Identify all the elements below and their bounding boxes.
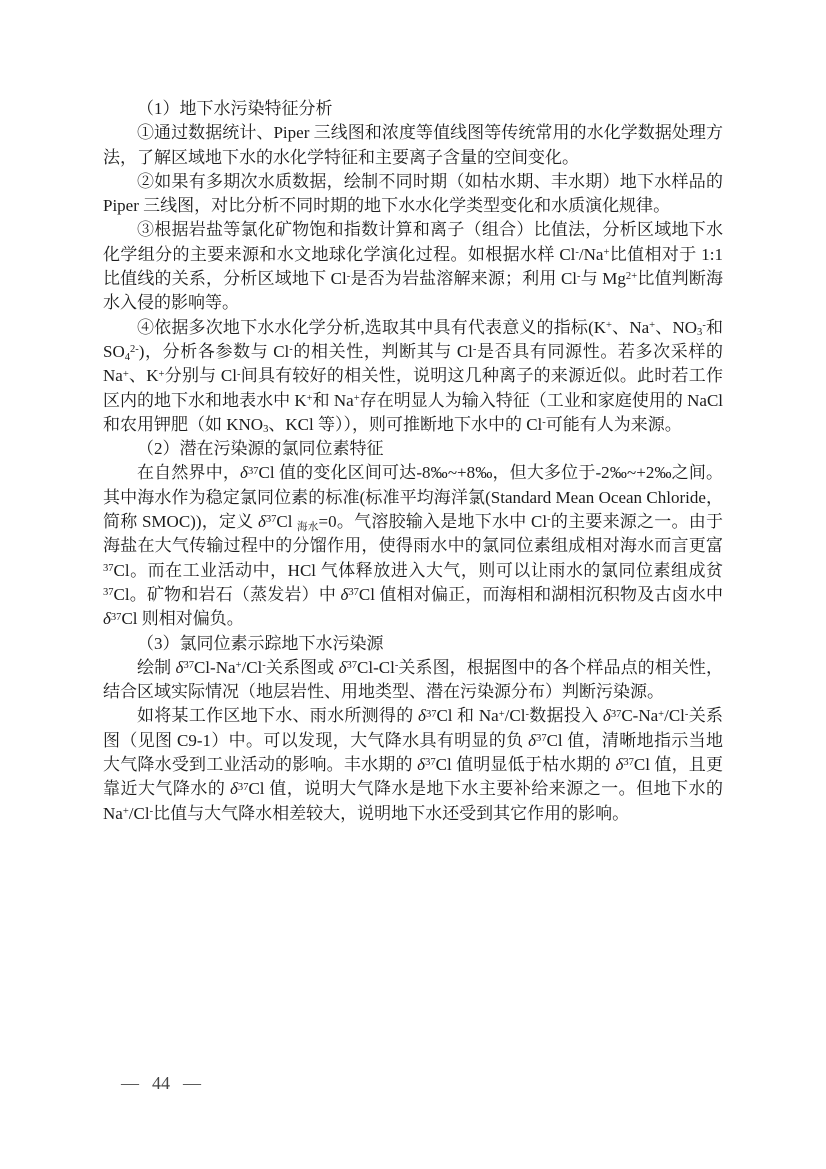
page-footer [121, 1072, 201, 1094]
text-segment: 是否为岩盐溶解来源；利用 Cl [350, 269, 578, 289]
text-segment: 37 [348, 587, 359, 599]
text-segment: 的主要来源之一。由于海盐在大气传输过程中的分馏作用，使得雨水中的氯同位素组成相对海水而言更富 [103, 512, 724, 556]
text-segment: 分别与 Cl [164, 366, 237, 386]
text-segment: + [606, 319, 612, 331]
text-segment: - [262, 660, 266, 672]
text-segment: + [122, 368, 129, 380]
text-segment: 37 [346, 660, 358, 672]
text-segment: - [149, 805, 154, 817]
text-segment: （2）潜在污染源的氯同位素特征 [137, 439, 384, 459]
text-segment: Cl 值明显低于枯水期的 [435, 755, 616, 775]
text-segment: 37 [610, 708, 622, 720]
text-segment: δ [230, 779, 238, 799]
text-segment: - [547, 514, 551, 526]
text-segment: Cl 值，清晰地指示当地大气降水受到工业活动的影响。丰水期的 [103, 730, 724, 775]
text-segment: 3 [263, 424, 269, 436]
text-segment: ③根据岩盐等氯化矿物饱和指数计算和离子（组合）比值法，分析区域地下水化学组分的主要来源和水文地球化学演化过程。如根据水样 Cl [103, 220, 723, 264]
text-segment: 与 Mg [580, 269, 626, 289]
text-segment: /Cl [504, 706, 526, 726]
text-segment: 37 [265, 514, 277, 526]
text-segment: δ [602, 706, 611, 726]
text-segment: 37 [536, 732, 547, 744]
text-segment: 如将某工作区地下水、雨水所测得的 [137, 706, 419, 726]
text-segment: )，分析各参数与 Cl [138, 341, 290, 361]
text-segment: Cl 值的变化区间可达-8‰~+8‰，但大多位于-2‰~+2‰之间。其中海水作为稳定氯同位素的标准(标准平均海洋氯(Standard Mean Ocean Chloride，简称 SMOC))，定义 [103, 463, 724, 532]
footer-dash-left: — [121, 1073, 139, 1093]
text-segment: + [306, 392, 313, 404]
text-segment: - [577, 271, 581, 283]
text-segment: δ [103, 609, 111, 629]
text-segment: （3）氯同位素示踪地下水污染源 [137, 633, 384, 653]
text-segment: - [289, 344, 293, 356]
text-segment: + [122, 805, 129, 817]
text-segment: 3 [697, 327, 703, 339]
text-segment: C-Na [621, 706, 659, 726]
text-segment: 37 [103, 562, 114, 574]
text-segment: 和 SO [103, 317, 724, 361]
text-segment: 比值与大气降水相差较大，说明地下水还受到其它作用的影响。 [153, 803, 630, 823]
document-body [103, 97, 723, 826]
text-segment: 和 Na [312, 390, 354, 410]
text-segment: - [394, 660, 399, 672]
text-segment: 37 [110, 611, 122, 623]
text-segment: + [603, 247, 610, 259]
text-segment: 间具有较好的相关性，说明这几种离子的来源近似。此时若工作区内的地下水和地表水中 K [103, 366, 724, 410]
text-segment: 37 [425, 708, 437, 720]
text-segment: - [525, 708, 529, 720]
text-segment: /Na [578, 244, 604, 264]
text-segment: ②如果有多期次水质数据，绘制不同时期（如枯水期、丰水期）地下水样品的 Piper 三线图，对比分析不同时期的地下水水化学类型变化和水质演化规律。 [103, 171, 723, 216]
text-segment: ④依据多次地下水水化学分析,选取其中具有代表意义的指标(K [137, 317, 607, 337]
text-segment: /Cl [241, 657, 263, 677]
text-segment: 37 [103, 587, 114, 599]
text-segment: 比值相对于 1:1 比值线的关系，分析区域地下 Cl [103, 244, 723, 289]
text-segment: Cl-Na [193, 657, 236, 677]
text-segment: - [575, 247, 579, 259]
text-segment: Cl 则相对偏负。 [121, 609, 244, 629]
para-1-1 [103, 121, 723, 170]
text-segment: 绘制 [137, 657, 176, 677]
text-segment: （1）地下水污染特征分析 [137, 99, 333, 118]
text-segment: Cl 值，说明大气降水是地下水主要补给来源之一。但地下水的 Na [103, 779, 723, 823]
text-segment: 可能有人为来源。 [545, 414, 682, 434]
text-segment: 2- [130, 344, 139, 356]
footer-dash-right: — [183, 1073, 201, 1093]
text-segment: 数据投入 [528, 706, 603, 726]
text-segment: 关系图或 [265, 657, 339, 677]
text-segment: δ [338, 657, 347, 677]
text-segment: + [649, 319, 656, 331]
text-segment: 海水 [296, 521, 319, 533]
text-segment: 比值判断海水入侵的影响等。 [103, 269, 724, 313]
section-3-heading [103, 632, 723, 656]
text-segment: - [684, 708, 689, 720]
text-segment: /Cl [664, 706, 685, 726]
text-segment: 关系图，根据图中的各个样品点的相关性，结合区域实际情况（地层岩性、用地类型、潜在污染源分布）判断污染源。 [103, 657, 724, 702]
para-1-2 [103, 170, 723, 219]
text-segment: - [346, 271, 351, 283]
text-segment: 2+ [625, 271, 638, 283]
text-segment: Cl 和 Na [436, 706, 499, 726]
text-segment: + [658, 708, 665, 720]
para-2-1 [103, 461, 723, 631]
text-segment: 是否具有同源性。若多次采样的 Na [103, 341, 724, 386]
text-segment: 在自然界中， [137, 463, 241, 483]
text-segment: =0。气溶胶输入是地下水中 Cl [318, 512, 548, 532]
text-segment: ①通过数据统计、Piper 三线图和浓度等值线图等传统常用的水化学数据处理方法，了解区域地下水的水化学特征和主要离子含量的空间变化。 [103, 123, 723, 167]
text-segment: 37 [623, 757, 634, 769]
para-3-2 [103, 704, 723, 825]
text-segment: Cl 值，且更靠近大气降水的 [103, 755, 724, 799]
text-segment: - [472, 344, 477, 356]
section-2-heading [103, 437, 723, 461]
text-segment: δ [175, 657, 184, 677]
text-segment: 、Na [611, 317, 650, 337]
text-segment: + [235, 660, 242, 672]
text-segment: 37 [247, 465, 259, 477]
text-segment: Cl-Cl [357, 657, 395, 677]
para-1-3 [103, 218, 723, 315]
text-segment: Cl。矿物和岩石（蒸发岩）中 [113, 584, 341, 604]
text-segment: Cl 值相对偏正，而海相和湖相沉积物及古卤水中 [358, 584, 724, 604]
text-segment: 、NO [655, 317, 698, 337]
text-segment: 、KCl 等）），则可推断地下水中的 Cl [268, 414, 543, 434]
text-segment: Cl。而在工业活动中，HCl 气体释放进入大气，则可以让雨水的氯同位素组成贫 [113, 560, 723, 580]
text-segment: + [353, 392, 360, 404]
text-segment: δ [417, 755, 426, 775]
text-segment: 4 [124, 351, 130, 363]
text-segment: /Cl [128, 803, 150, 823]
text-segment: + [498, 708, 505, 720]
text-segment: δ [418, 706, 426, 726]
text-segment: δ [528, 730, 537, 750]
text-segment: Cl [276, 512, 297, 532]
text-segment: 存在明显人为输入特征（工业和家庭使用的 NaCl 和农用钾肥（如 KNO [103, 390, 724, 434]
text-segment: δ [340, 584, 349, 604]
text-segment: 37 [237, 781, 249, 793]
text-segment: 关系图（见图 C9-1）中。可以发现，大气降水具有明显的负 [103, 706, 723, 750]
text-segment: + [158, 368, 165, 380]
text-segment: 、K [128, 366, 159, 386]
para-3-1 [103, 656, 723, 705]
text-segment: - [236, 368, 241, 380]
section-1-heading [103, 97, 723, 121]
text-segment: 的相关性，判断其与 Cl [292, 341, 473, 361]
text-segment: - [542, 417, 546, 429]
text-segment: - [702, 319, 706, 331]
text-segment: δ [257, 512, 266, 532]
text-segment: δ [615, 755, 624, 775]
page-number: 44 [152, 1073, 170, 1093]
text-segment: 37 [425, 757, 436, 769]
text-segment: 37 [183, 660, 194, 672]
para-1-4 [103, 316, 723, 437]
text-segment: δ [240, 463, 248, 483]
